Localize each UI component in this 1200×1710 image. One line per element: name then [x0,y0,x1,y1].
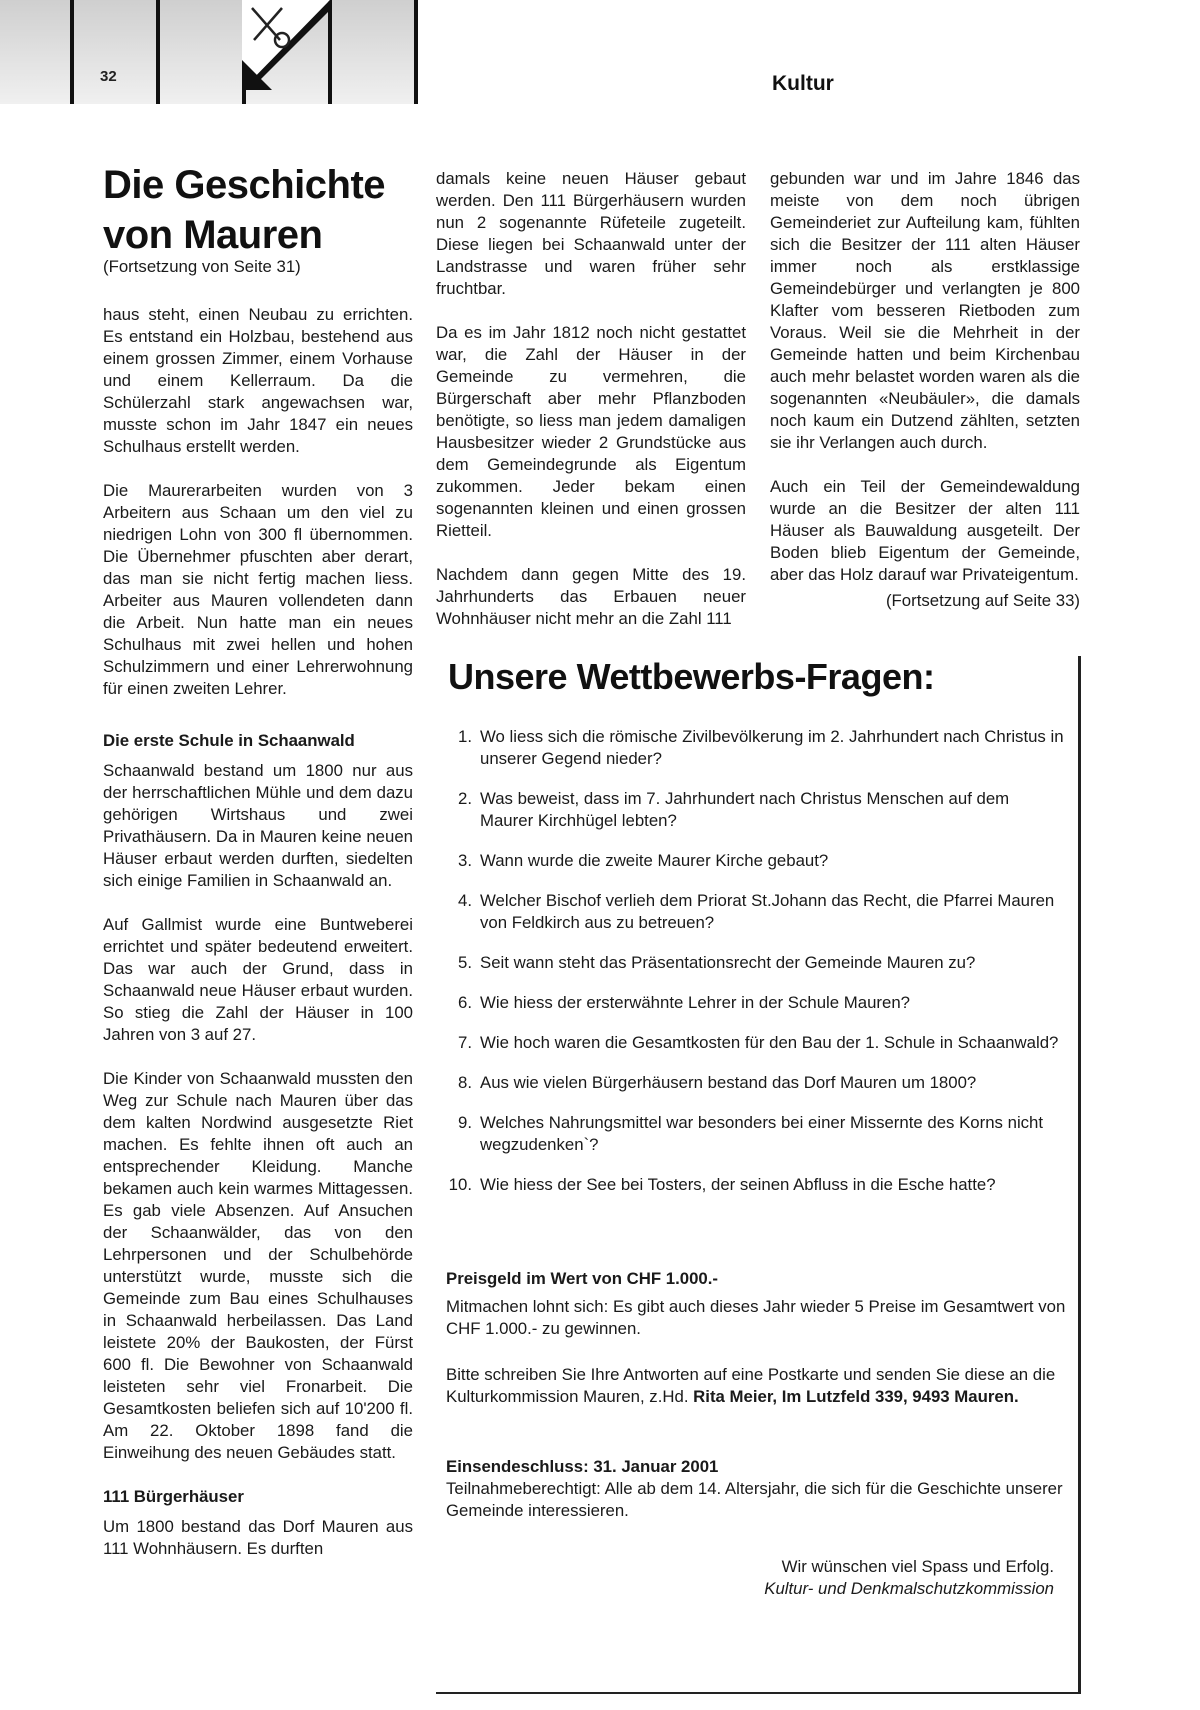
deadline: Einsendeschluss: 31. Januar 2001 [446,1457,719,1476]
question-item: 9. Welches Nahrungsmittel war besonders bei einer Missernte des Korns nicht wegzudenken`? [458,1113,1044,1154]
question-item: 1. Wo liess sich die römische Zivilbevölkerung im 2. Jahrhundert nach Christus in unserer Gegend nieder? [458,727,1064,768]
paragraph: gebunden war und im Jahre 1846 das meiste von dem noch übrigen Gemeinderiet zur Aufteilung kam, fühlten sich die Besitzer der 111 alten Häuser immer noch als erstklassige Gemeindebürger und verlangten je 800 Klafter vom besseren Rietboden zum Voraus. Weil sie die Mehrheit in der Gemeinde hatten und beim Kirchenbau auch mehr belastet worden waren als die sogenannten «Neubäuler», die damals noch kaum ein Dutzend zählten, setzten sie ihr Verlangen auch durch. [770,169,1080,452]
paragraph: Nachdem dann gegen Mitte des 19. Jahrhunderts das Erbauen neuer Wohnhäuser nicht mehr an die Zahl 111 [436,565,746,628]
question-item: 3. Wann wurde die zweite Maurer Kirche gebaut? [458,851,829,870]
paragraph: Da es im Jahr 1812 noch nicht gestattet war, die Zahl der Häuser in der Gemeinde zu vermehren, die Bürgerschaft aber mehr Pflanzboden benötigte, so liess man jedem damaligen Hausbesitzer wieder 2 Grundstücke aus dem Gemeindegrunde als Eigentum zukommen. Jeder bekam einen sogenannten kleinen und einen grossen Rietteil. [436,323,746,540]
paragraph: Auch ein Teil der Gemeindewaldung wurde an die Besitzer der alten 111 Häuser als Bauwaldung ausgeteilt. Der Boden blieb Eigentum der Gemeinde, aber das Holz darauf war Privateigentum. [770,477,1080,584]
question-item: 8. Aus wie vielen Bürgerhäusern bestand das Dorf Mauren um 1800? [458,1073,977,1092]
paragraph: damals keine neuen Häuser gebaut werden. Den 111 Bürgerhäusern wurden nun 2 sogenannte Rüfeteile zugeteilt. Diese liegen bei Schaanwald unter der Landstrasse und waren früher sehr fruchtbar. [436,169,746,298]
header-band [0,0,418,104]
signature-block [654,1556,1054,1600]
column-2 [436,168,746,652]
send-address: Rita Meier, Im Lutzfeld 339, 9493 Mauren. [693,1387,1019,1406]
paragraph: Um 1800 bestand das Dorf Mauren aus 111 Wohnhäusern. Es durften [103,1517,413,1558]
coat-of-arms-icon [242,0,330,90]
paragraph: Schaanwald bestand um 1800 nur aus der herrschaftlichen Mühle und dem dazu gehörigen Wirtshaus und zwei Privathäusern. Da in Mauren keine neuen Häuser erbaut werden durften, siedelten sich einige Familien in Schaanwald an. [103,761,413,890]
question-item: 4. Welcher Bischof verlieh dem Priorat St.Johann das Recht, die Pfarrei Mauren von Feldkirch aus zu betreuen? [458,891,1055,932]
paragraph: Die Kinder von Schaanwald mussten den Weg zur Schule nach Mauren über das dem kalten Nordwind ausgesetzte Riet machen. Es fehlte ihnen oft auch an entsprechender Kleidung. Manche bekamen auch kein warmes Mittagessen. Es gab viele Absenzen. Auf Ansuchen der Schaanwälder, das von den Lehrpersonen und der Schulbehörde unterstützt wurde, musste sich die Gemeinde zum Bau eines Schulhauses in Schaanwald herbeilassen. Das Land leistete 20% der Baukosten, der Fürst 600 fl. Die Bewohner von Schaanwald leisteten sehr viel Fronarbeit. Die Gesamtkosten beliefen sich auf 10'200 fl. Am 22. Oktober 1898 fand die Einweihung des neuen Gebäudes statt. [103,1069,413,1462]
send-instructions [446,1364,1066,1408]
prize-section [446,1268,1066,1340]
subheading: Die erste Schule in Schaanwald [103,731,355,750]
question-item: 2. Was beweist, dass im 7. Jahrhundert nach Christus Menschen auf dem Maurer Kirchhügel lebten? [458,789,1010,830]
subheading: 111 Bürgerhäuser [103,1487,244,1506]
page-number: 32 [100,68,117,85]
column-3 [770,168,1080,634]
question-list [442,726,1066,1214]
column-1 [103,304,413,1582]
deadline-section [446,1456,1066,1522]
prize-text: Mitmachen lohnt sich: Es gibt auch dieses Jahr wieder 5 Preise im Gesamtwert von CHF 1.000.- zu gewinnen. [446,1297,1066,1338]
article-title: Die Geschichte von Mauren [103,163,386,257]
section-title: Kultur [772,72,834,95]
header-rule [70,0,74,104]
continued-on: (Fortsetzung auf Seite 33) [885,591,1080,610]
question-item: 7. Wie hoch waren die Gesamtkosten für den Bau der 1. Schule in Schaanwald? [458,1033,1059,1052]
question-item: 6. Wie hiess der ersterwähnte Lehrer in der Schule Mauren? [458,993,911,1012]
question-item: 10. Wie hiess der See bei Tosters, der seinen Abfluss in die Esche hatte? [448,1175,996,1194]
paragraph: Auf Gallmist wurde eine Buntweberei errichtet und später bedeutend erweitert. Das war auch der Grund, dass in Schaanwald neue Häuser erbaut wurden. So stieg die Zahl der Häuser in 100 Jahren von 3 auf 27. [103,915,413,1044]
question-item: 5. Seit wann steht das Präsentationsrecht der Gemeinde Mauren zu? [458,953,976,972]
quiz-box [436,656,1081,1694]
continued-from: (Fortsetzung von Seite 31) [103,257,301,276]
paragraph: haus steht, einen Neubau zu errichten. Es entstand ein Holzbau, bestehend aus einem grossen Zimmer, einem Vorhause und einem Kellerraum. Da die Schülerzahl stark angewachsen war, musste schon im Jahr 1847 ein neues Schulhaus erstellt werden. [103,305,413,456]
header-rule [414,0,418,104]
eligibility: Teilnahmeberechtigt: Alle ab dem 14. Altersjahr, die sich für die Geschichte unserer Gemeinde interessieren. [446,1479,1063,1520]
prize-heading: Preisgeld im Wert von CHF 1.000.- [446,1269,718,1288]
closing-line: Wir wünschen viel Spass und Erfolg. [781,1557,1054,1576]
header-rule [156,0,160,104]
send-text: Bitte schreiben Sie Ihre Antworten auf eine Postkarte und senden Sie diese an die Kulturkommission Mauren, z.Hd. [446,1365,1056,1406]
paragraph: Die Maurerarbeiten wurden von 3 Arbeitern aus Schaan um den viel zu niedrigen Lohn von 300 fl übernommen. Die Übernehmer pfuschten aber derart, das man sie nicht fertig machen liess. Arbeiter aus Mauren vollendeten dann die Arbeit. Nun hatte man ein neues Schulhaus mit zwei hellen und hohen Schulzimmern und einer Lehrerwohnung für einen zweiten Lehrer. [103,481,413,698]
signature: Kultur- und Denkmalschutzkommission [764,1579,1054,1598]
quiz-title: Unsere Wettbewerbs-Fragen: [448,656,935,697]
